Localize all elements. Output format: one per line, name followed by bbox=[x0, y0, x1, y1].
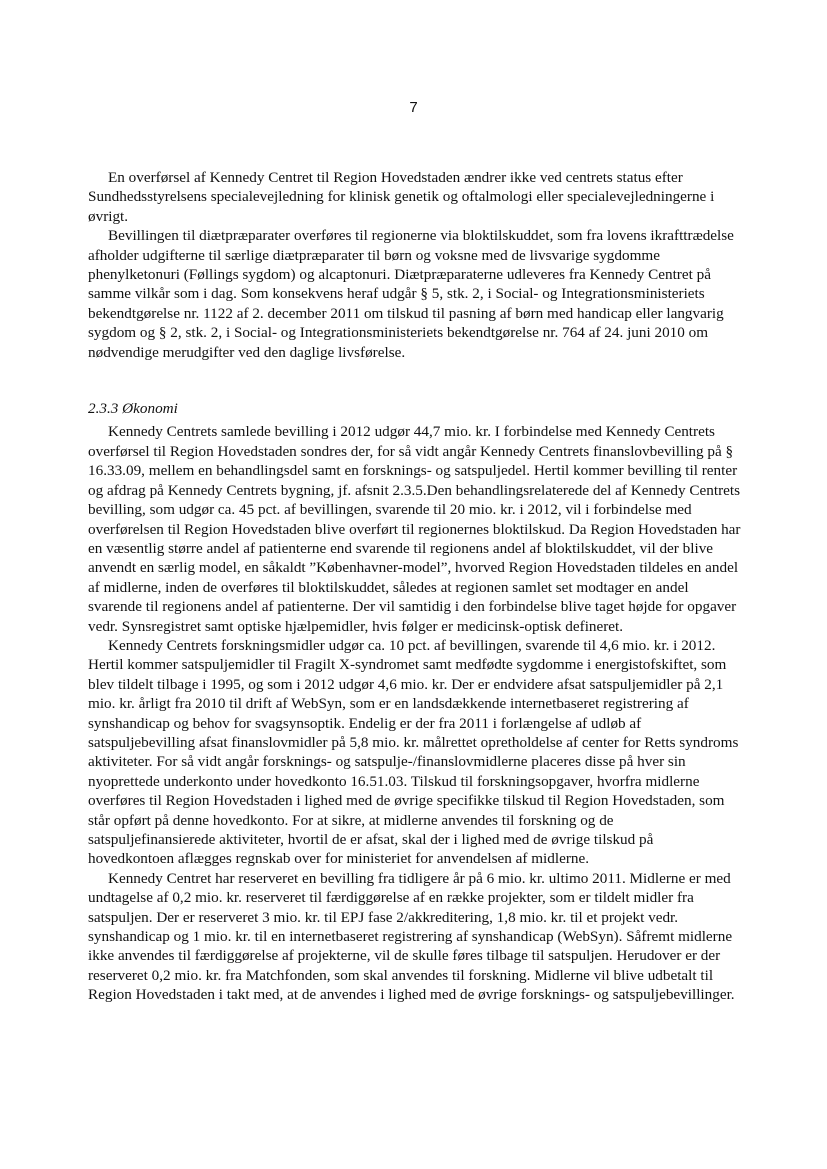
section-heading-economy: 2.3.3 Økonomi bbox=[88, 400, 178, 418]
paragraph-research-funds: Kennedy Centrets forskningsmidler udgør ca. 10 pct. af bevillingen, svarende til 4,6 mio. kr. i 2012. Hertil kommer satspuljemidler til Fragilt X-syndromet samt medfødte sygdomme i energistofskiftet, som blev tildelt tilbage i 1995, og som i 2012 udgør 4,6 mio. kr. Der er endvidere afsat satspuljemidler på 2,1 mio. kr. årligt fra 2010 til drift af WebSyn, som er en landsdækkende internetbaseret registrering af synshandicap og behov for svagsynsoptik. Endelig er der fra 2011 i forlængelse af udløb af satspuljebevilling afsat finanslovmidler på 5,8 mio. kr. målrettet opretholdelse af center for Retts syndroms aktiviteter. For så vidt angår forsknings- og satspulje-/finanslovmidlerne placeres disse på hver sin nyoprettede underkonto under hovedkonto 16.51.03. Tilskud til forskningsopgaver, hvorfra midlerne overføres til Region Hovedstaden i lighed med de øvrige specifikke tilskud til Region Hovedstaden, som står opført på denne hovedkonto. For at sikre, at midlerne anvendes til forskning og de satspuljefinansierede aktiviteter, hvortil de er afsat, skal der i lighed med de øvrige tilskud på hovedkontoen aflægges regnskab over for ministeriet for anvendelsen af midlerne. bbox=[88, 636, 739, 868]
section-spacer bbox=[88, 362, 743, 399]
paragraph-reserved-grant: Kennedy Centret har reserveret en bevilling fra tidligere år på 6 mio. kr. ultimo 2011. Midlerne er med undtagelse af 0,2 mio. kr. reserveret til færdiggørelse af en række projekter, som er tildelt midler fra satspuljen. Der er reserveret 3 mio. kr. til EPJ fase 2/akkreditering, 1,8 mio. kr. til et projekt vedr. synshandicap og 1 mio. kr. til en internetbaseret registrering af synshandicap (WebSyn). Såfremt midlerne ikke anvendes til færdiggørelse af projekterne, vil de skulle føres tilbage til satspuljen. Herudover er der reserveret 0,2 mio. kr. fra Matchfonden, som skal anvendes til forskning. Midlerne vil blive udbetalt til Region Hovedstaden i takt med, at de anvendes i lighed med de øvrige forsknings- og satspuljebevillinger. bbox=[88, 869, 735, 1004]
page-number: 7 bbox=[409, 99, 418, 116]
document-body bbox=[88, 168, 743, 1005]
paragraph-total-grant: Kennedy Centrets samlede bevilling i 2012 udgør 44,7 mio. kr. I forbindelse med Kennedy Centrets overførsel til Region Hovedstaden sondres der, for så vidt angår Kennedy Centrets finanslovbevilling på § 16.33.09, mellem en behandlingsdel samt en forsknings- og satspuljedel. Hertil kommer bevilling til renter og afdrag på Kennedy Centrets bygning, jf. afsnit 2.3.5.Den behandlingsrelaterede del af Kennedy Centrets bevilling, som udgør ca. 45 pct. af bevillingen, svarende til 20 mio. kr. i 2012, vil i forbindelse med overførelsen til Region Hovedstaden blive overført til regionernes bloktilskud. Da Region Hovedstaden har en væsentlig større andel af patienterne end svarende til regionens andel af bloktilskuddet, vil der blive anvendt en særlig model, en såkaldt ”Københavner-model”, hvorved Region Hovedstaden tildeles en andel af midlerne, inden de overføres til bloktilskuddet, således at regionen samlet set modtager en andel svarende til regionens andel af patienterne. Der vil samtidig i den forbindelse blive taget højde for opgaver vedr. Synsregistret samt optiske hjælpemidler, hvis følger er medicinsk-optisk defineret. bbox=[88, 423, 741, 635]
paragraph-diet-preparations: Bevillingen til diætpræparater overføres til regionerne via bloktilskuddet, som fra lovens ikrafttrædelse afholder udgifterne til særlige diætpræparater til børn og voksne med de livsvarige sygdomme phenylketonuri (Føllings sygdom) og alcaptonuri. Diætpræparaterne udleveres fra Kennedy Centret på samme vilkår som i dag. Som konsekvens heraf udgår § 5, stk. 2, i Social- og Integrationsministeriets bekendtgørelse nr. 1122 af 2. december 2011 om tilskud til pasning af børn med handicap eller langvarig sygdom og § 2, stk. 2, i Social- og Integrationsministeriets bekendtgørelse nr. 764 af 24. juni 2010 om nødvendige merudgifter ved den daglige livsførelse. bbox=[88, 227, 734, 361]
paragraph-status: En overførsel af Kennedy Centret til Region Hovedstaden ændrer ikke ved centrets status efter Sundhedsstyrelsens specialevejledning for klinisk genetik og oftalmologi eller specialevejledningerne i øvrigt. bbox=[88, 169, 715, 225]
